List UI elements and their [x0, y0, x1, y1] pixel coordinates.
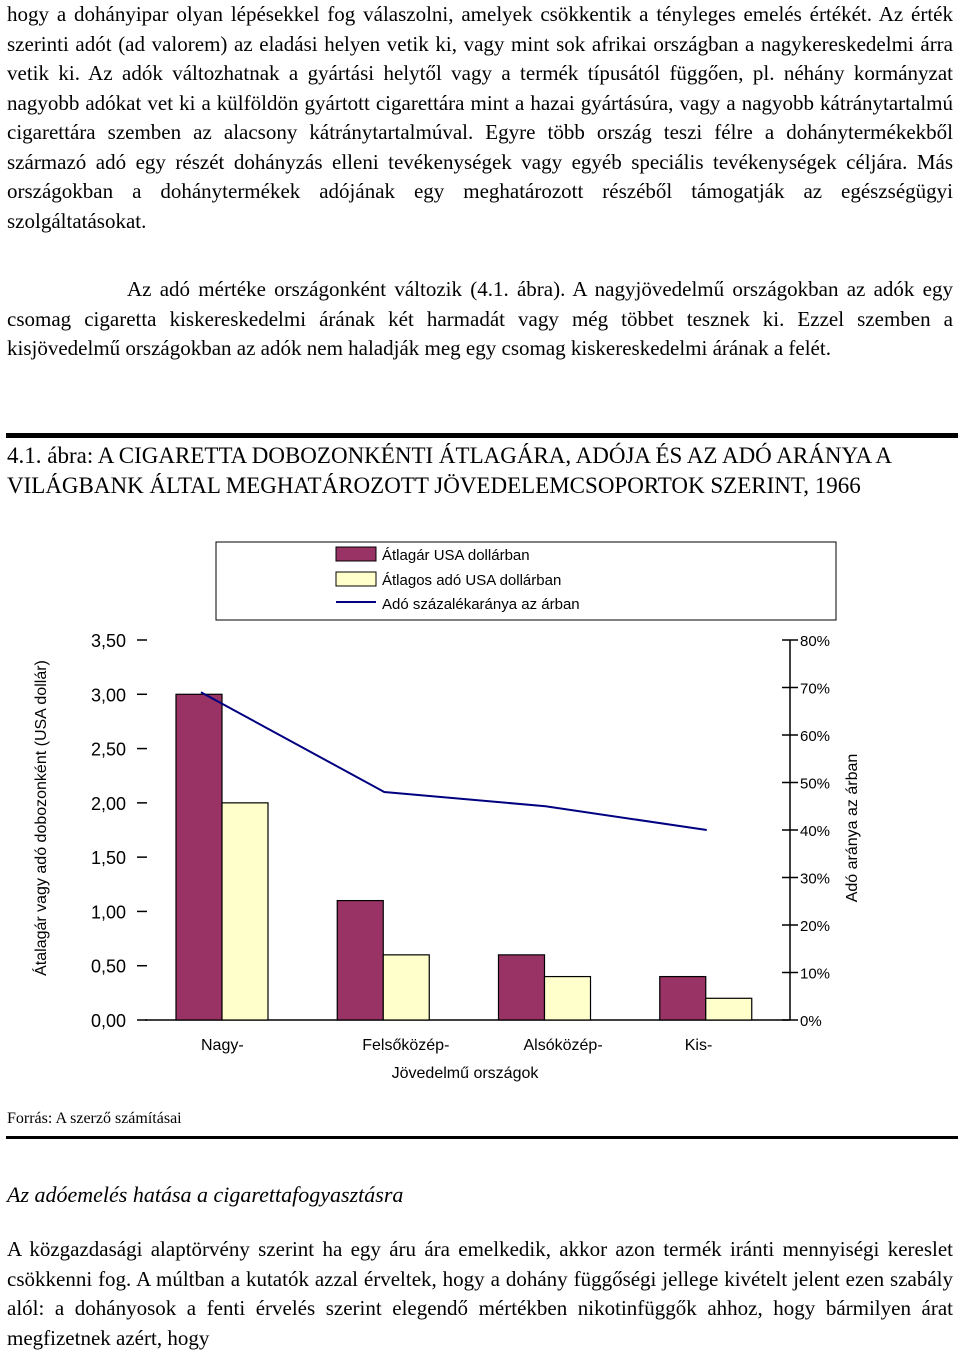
- y-tick-label-right: 0%: [800, 1013, 822, 1030]
- bar-tax-3: [545, 977, 591, 1020]
- y-tick-label-left: 0,00: [90, 1011, 126, 1031]
- x-category-label: Nagy-: [201, 1037, 244, 1054]
- figure-source: Forrás: A szerző számításai: [7, 1110, 182, 1127]
- y-tick-label-left: 2,50: [90, 739, 126, 760]
- body-paragraph-3: A közgazdasági alaptörvény szerint ha egy áru ára emelkedik, akkor azon termék iránti mennyiségi kereslet csökkenni fog. A múltban a kutatók azzal érveltek, hogy a dohány függőségi jellege kivételt jelent ezen szabály alól: a dohányosok a fenti érvelés szerint elegendő mértékben nikotinfüggők ahhoz, hogy bármilyen árat megfizetnek azért, hogy: [7, 1237, 953, 1350]
- y-tick-label-left: 3,50: [90, 631, 126, 651]
- bar-price-1: [176, 694, 222, 1020]
- bar-price-2: [337, 901, 383, 1020]
- y-tick-label-right: 60%: [800, 728, 831, 745]
- figure-top-rule: [6, 433, 958, 438]
- bar-tax-1: [222, 803, 268, 1020]
- source-rule: [6, 1136, 958, 1139]
- x-category-label: Felsőközép-: [362, 1037, 450, 1054]
- y-tick-label-right: 30%: [800, 870, 831, 888]
- body-paragraph-2: Az adó mértéke országonként változik (4.1. ábra). A nagyjövedelmű országokban az adók egy csomag cigaretta kiskereskedelmi árának két harmadát vagy még többet tesznek ki. Ezzel szemben a kisjövedelmű országokban az adók nem haladják meg egy csomag kiskereskedelmi árának a felét.: [7, 277, 953, 360]
- y-axis-title-right: Adó aránya az árban: [844, 753, 861, 903]
- section-title: Az adóemelés hatása a cigarettafogyasztásra: [7, 1182, 404, 1207]
- bar-price-3: [499, 955, 545, 1020]
- y-tick-label-left: 0,50: [90, 956, 126, 977]
- x-category-label: Alsóközép-: [523, 1037, 603, 1054]
- body-paragraph-1: hogy a dohányipar olyan lépésekkel fog válaszolni, amelyek csökkentik a tényleges emelés értékét. Az érték szerinti adót (ad valorem) az eladási helyen vetik ki, vagy mint sok afrikai országban a nagykereskedelmi árra vetik ki. Az adók változhatnak a gyártási helytől vagy a termék típusától függően, pl. néhány kormányzat nagyobb adókat vet ki a külföldön gyártott cigarettára mint a hazai gyártásúra, vagy a nagyobb kátránytartalmú cigarettára szemben az alacsony kátránytartalmúval. Egyre több ország teszi félre a dohánytermékekből származó adó egy részét dohányzás elleni tevékenységek vagy egyéb speciális tevékenységek céljára. Más országokban a dohánytermékek adójának egy meghatározott részéből támogatják az egészségügyi szolgáltatásokat.: [7, 2, 953, 233]
- y-tick-label-right: 10%: [800, 965, 831, 983]
- y-axis-title-left: Átalagár vagy adó dobozonként (USA dollár): [33, 660, 50, 976]
- y-tick-label-left: 2,00: [90, 793, 126, 814]
- legend-label-3: Adó százalékaránya az árban: [382, 596, 580, 613]
- y-tick-label-left: 1,50: [90, 848, 126, 869]
- bar-tax-4: [706, 998, 752, 1020]
- legend-label-2: Átlagos adó USA dollárban: [382, 572, 562, 589]
- bar-price-4: [660, 977, 706, 1020]
- y-tick-label-right: 70%: [800, 680, 831, 698]
- y-tick-label-right: 50%: [800, 775, 831, 793]
- figure-caption: 4.1. ábra: A CIGARETTA DOBOZONKÉNTI ÁTLAGÁRA, ADÓJA ÉS AZ ADÓ ARÁNYA A VILÁGBANK ÁLTAL MEGHATÁROZOTT JÖVEDELEMCSOPORTOK SZERINT, 1966: [7, 443, 891, 498]
- y-tick-label-right: 80%: [800, 633, 831, 650]
- y-tick-label-left: 1,00: [90, 902, 126, 923]
- x-category-label: Kis-: [684, 1037, 713, 1054]
- bar-tax-2: [383, 955, 429, 1020]
- x-axis-title: Jövedelmű országok: [391, 1065, 539, 1082]
- chart-legend: [216, 542, 836, 620]
- y-tick-label-left: 3,00: [90, 685, 126, 706]
- y-tick-label-right: 40%: [800, 823, 831, 840]
- figure-chart: [0, 535, 960, 1095]
- legend-swatch-2: [336, 572, 376, 586]
- legend-swatch-1: [336, 547, 376, 561]
- y-tick-label-right: 20%: [800, 918, 831, 935]
- tax-share-line: [201, 692, 707, 830]
- legend-label-1: Átlagár USA dollárban: [382, 547, 530, 564]
